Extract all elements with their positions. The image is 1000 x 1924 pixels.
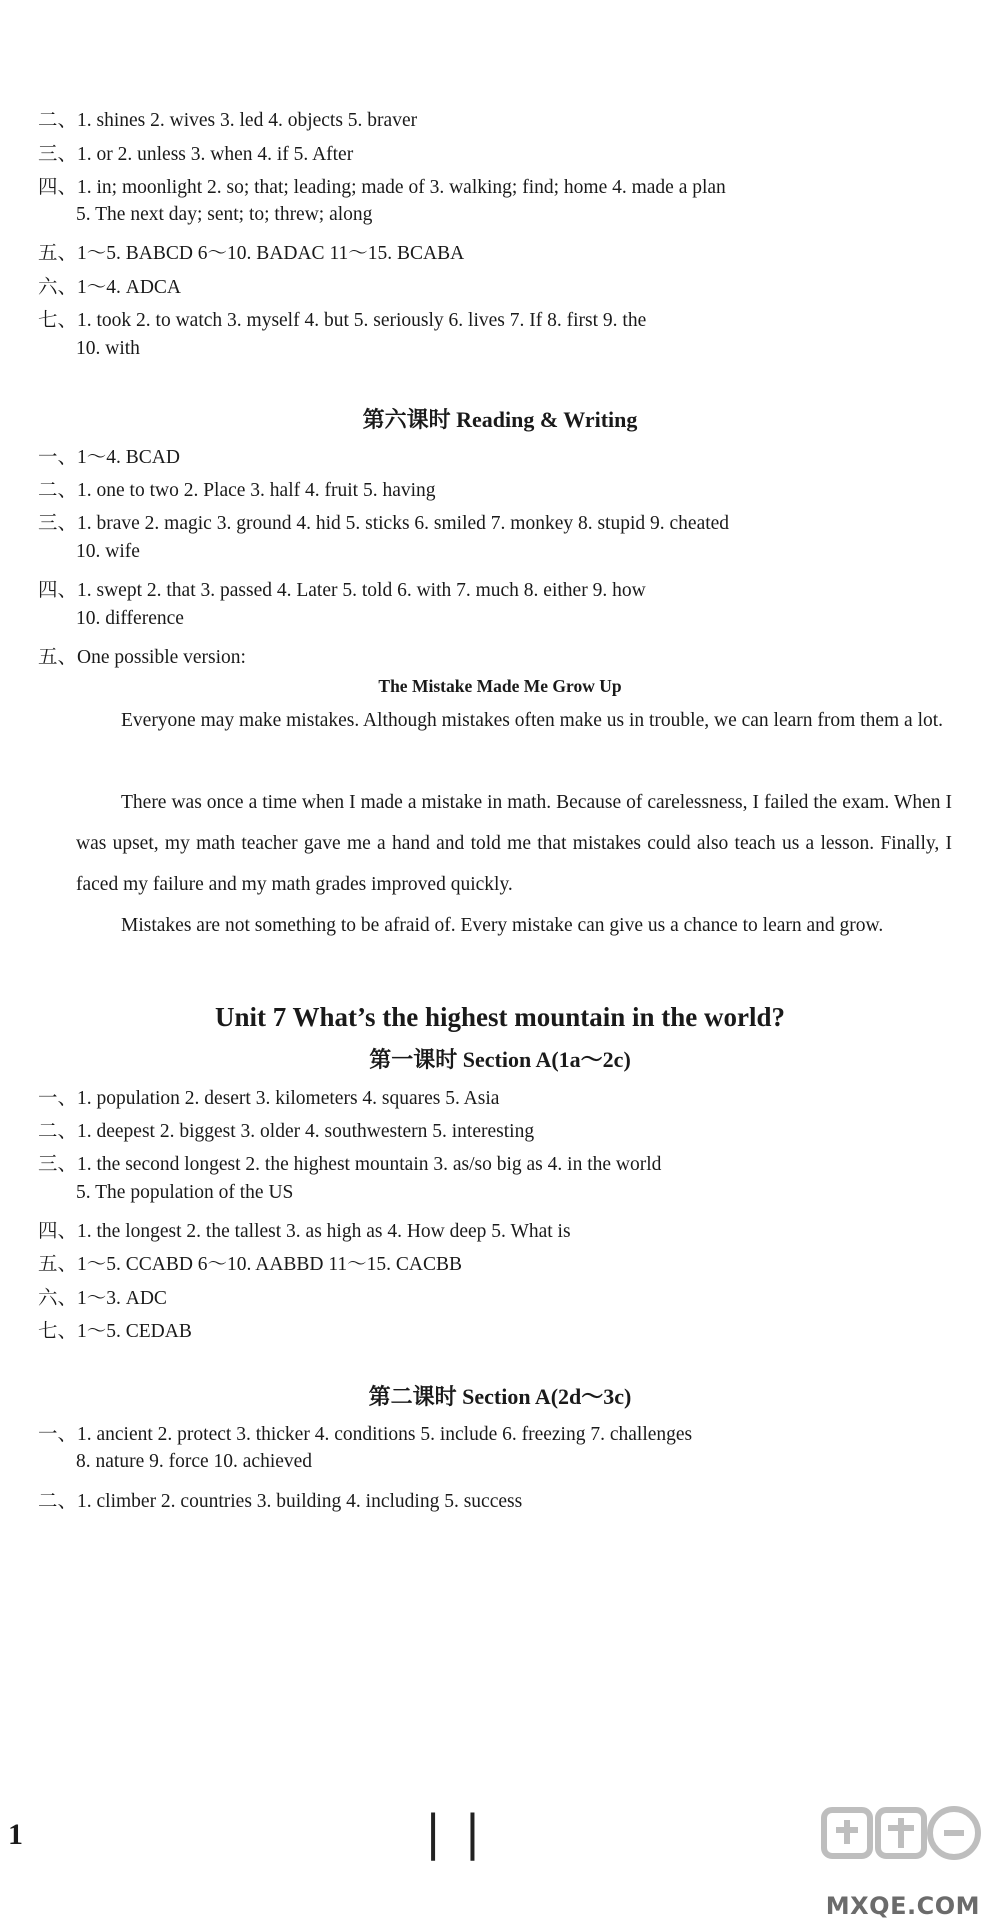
essay-paragraph: Everyone may make mistakes. Although mistakes often make us in trouble, we can learn from them a lot. (121, 710, 944, 731)
answer-line: 8. nature 9. force 10. achieved (76, 1451, 313, 1472)
answer-line: 二、1. one to two 2. Place 3. half 4. fruit 5. having (38, 480, 436, 501)
section-heading: 第一课时 Section A(1a～2c) (369, 1047, 631, 1072)
answer-line: 五、One possible version: (38, 647, 246, 668)
answer-line: 七、1. took 2. to watch 3. myself 4. but 5. seriously 6. lives 7. If 8. first 9. the (38, 310, 647, 331)
answer-line: 六、1～4. ADCA (38, 277, 182, 298)
answer-line: 三、1. the second longest 2. the highest mountain 3. as/so big as 4. in the world (38, 1154, 662, 1175)
answer-line: 三、1. or 2. unless 3. when 4. if 5. After (38, 144, 354, 165)
answer-line: 三、1. brave 2. magic 3. ground 4. hid 5. sticks 6. smiled 7. monkey 8. stupid 9. cheated (38, 513, 730, 534)
essay-paragraph: There was once a time when I made a mistake in math. Because of carelessness, I failed the exam. When I was upset, my math teacher gave me a hand and told me that mistakes could also teach us a lesson. Finally, I faced my failure and my math grades improved quickly. (76, 792, 952, 895)
answer-line: 10. difference (76, 608, 184, 629)
section-heading: 第六课时 Reading & Writing (362, 407, 638, 432)
answer-line: 一、1. ancient 2. protect 3. thicker 4. conditions 5. include 6. freezing 7. challenges (38, 1424, 693, 1445)
answer-line: 二、1. deepest 2. biggest 3. older 4. southwestern 5. interesting (38, 1121, 535, 1142)
answer-line: 四、1. in; moonlight 2. so; that; leading; made of 3. walking; find; home 4. made a plan (38, 177, 726, 198)
answer-line: 一、1. population 2. desert 3. kilometers 4. squares 5. Asia (38, 1088, 500, 1109)
essay-title: The Mistake Made Me Grow Up (378, 676, 622, 696)
answer-line: 一、1～4. BCAD (38, 447, 180, 468)
watermark-text: MXQE.COM (825, 1892, 980, 1920)
answer-line: 5. The population of the US (76, 1182, 294, 1203)
answer-line: 七、1～5. CEDAB (38, 1321, 192, 1342)
section-heading: 第二课时 Section A(2d～3c) (368, 1384, 632, 1409)
answer-line: 10. with (76, 338, 140, 359)
answer-line: 二、1. shines 2. wives 3. led 4. objects 5. braver (38, 110, 418, 131)
essay-paragraph: Mistakes are not something to be afraid of. Every mistake can give us a chance to learn and grow. (121, 915, 884, 936)
unit-title: Unit 7 What’s the highest mountain in the world? (214, 1002, 786, 1032)
answer-line: 二、1. climber 2. countries 3. building 4. including 5. success (38, 1491, 523, 1512)
answer-line: 四、1. the longest 2. the tallest 3. as high as 4. How deep 5. What is (38, 1221, 571, 1242)
answer-line: 10. wife (76, 541, 140, 562)
page-number: 1 (8, 1818, 23, 1851)
answer-line: 五、1～5. BABCD 6～10. BADAC 11～15. BCABA (38, 243, 465, 264)
answer-line: 五、1～5. CCABD 6～10. AABBD 11～15. CACBB (38, 1254, 463, 1275)
page-mark: | | (425, 1805, 485, 1861)
answer-line: 六、1～3. ADC (38, 1288, 167, 1309)
answer-line: 5. The next day; sent; to; threw; along (76, 204, 373, 225)
answer-line: 四、1. swept 2. that 3. passed 4. Later 5. told 6. with 7. much 8. either 9. how (38, 580, 646, 601)
